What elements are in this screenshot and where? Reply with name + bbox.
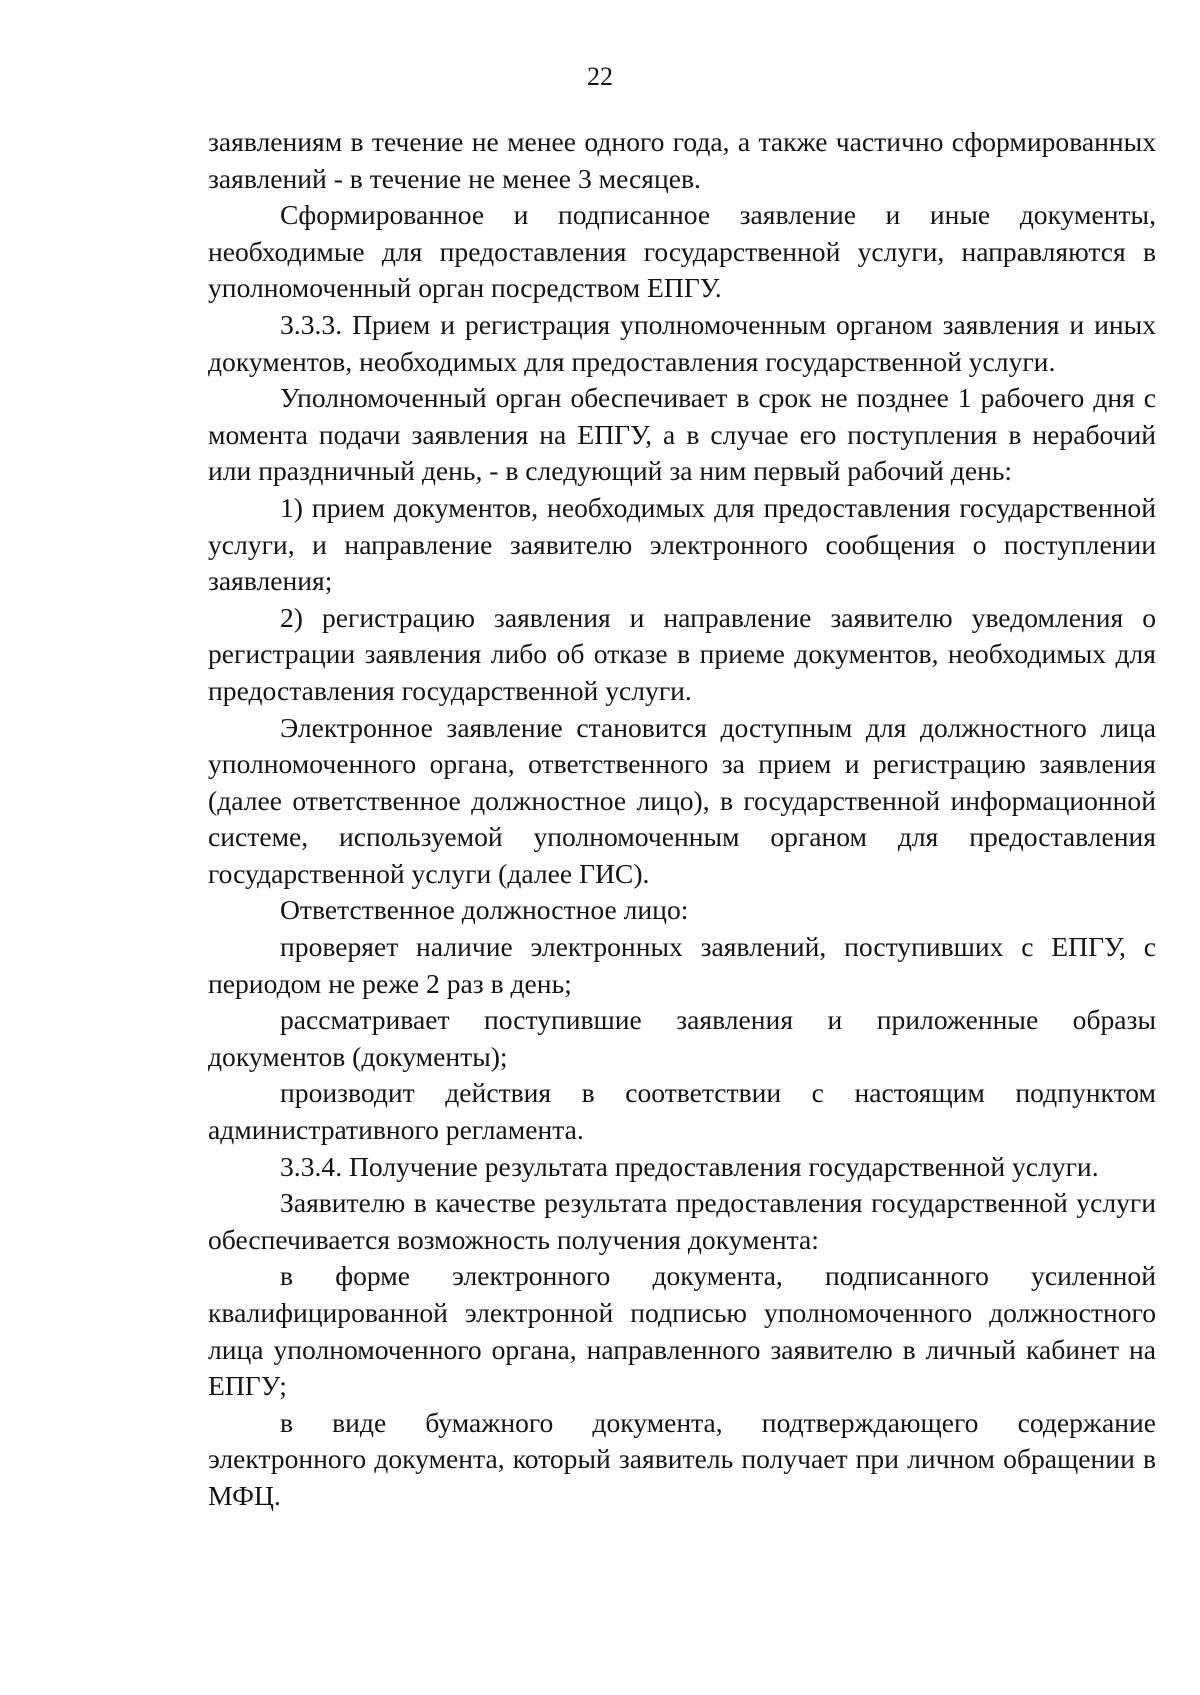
page-number: 22: [587, 62, 613, 91]
paragraph: Ответственное должностное лицо:: [280, 894, 689, 926]
paragraph: Уполномоченный орган обеспечивает в срок не позднее 1 рабочего дня с момента подачи заявления на ЕПГУ, а в случае его поступления в нерабочий или праздничный день, - в следующий за ним первый рабочий день:: [208, 382, 1156, 487]
section-heading-3-3-4: 3.3.4. Получение результата предоставления государственной услуги.: [280, 1150, 1099, 1182]
list-item: производит действия в соответствии с настоящим подпунктом административного регламента.: [208, 1077, 1156, 1146]
list-item: в виде бумажного документа, подтверждающего содержание электронного документа, который заявитель получает при личном обращении в МФЦ.: [208, 1406, 1156, 1511]
section-heading-3-3-3: 3.3.3. Прием и регистрация уполномоченным органом заявления и иных документов, необходимых для предоставления государственной услуги.: [208, 308, 1156, 377]
list-item-1: 1) прием документов, необходимых для предоставления государственной услуги, и направление заявителю электронного сообщения о поступлении заявления;: [208, 491, 1156, 597]
list-item: проверяет наличие электронных заявлений, поступивших с ЕПГУ, с периодом не реже 2 раз в день;: [208, 931, 1156, 999]
paragraph: Заявителю в качестве результата предоставления государственной услуги обеспечивается возможность получения документа:: [208, 1187, 1156, 1255]
list-item: в форме электронного документа, подписанного усиленной квалифицированной электронной подписью уполномоченного должностного лица уполномоченного органа, направленного заявителю в личный кабинет на ЕПГУ;: [208, 1260, 1156, 1402]
list-item-2: 2) регистрацию заявления и направление заявителю уведомления о регистрации заявления либо об отказе в приеме документов, необходимых для предоставления государственной услуги.: [208, 601, 1156, 706]
list-item: рассматривает поступившие заявления и приложенные образы документов (документы);: [208, 1004, 1156, 1072]
paragraph: Электронное заявление становится доступным для должностного лица уполномоченного органа, ответственного за прием и регистрацию заявления (далее ответственное должностное лицо), в государственной информационной системе, используемой уполномоченным органом для предоставления государственной услуги (далее ГИС).: [208, 711, 1156, 889]
paragraph: Сформированное и подписанное заявление и иные документы, необходимые для предоставления государственной услуги, направляются в уполномоченный орган посредством ЕПГУ.: [208, 199, 1156, 304]
document-body: [208, 124, 1156, 1515]
paragraph-continuation: заявлениям в течение не менее одного года, а также частично сформированных заявлений - в течение не менее 3 месяцев.: [208, 126, 1156, 194]
